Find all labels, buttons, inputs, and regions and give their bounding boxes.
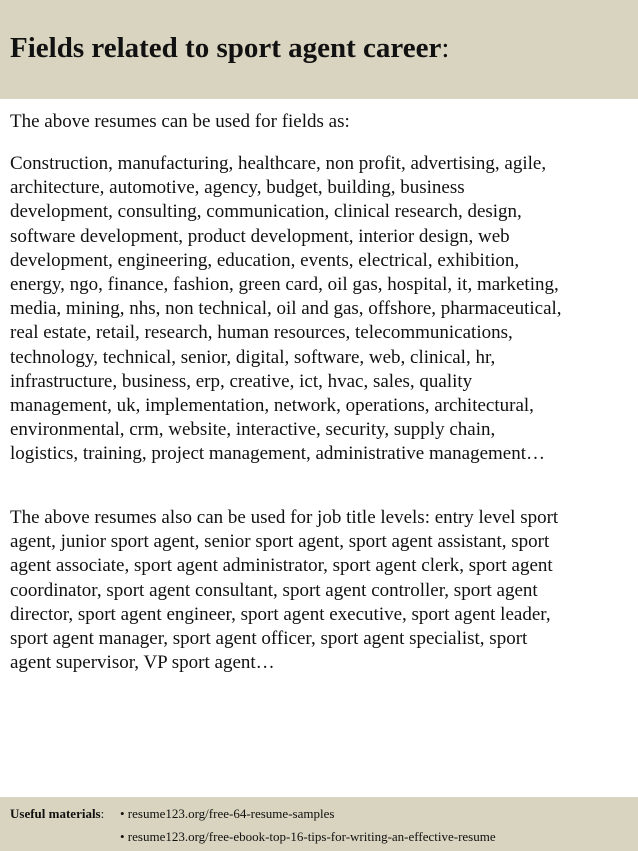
intro-text: The above resumes can be used for fields as: <box>10 111 350 132</box>
job-levels-paragraph <box>10 506 635 675</box>
fields-line: management, uk, implementation, network, operations, architectural, <box>10 395 534 417</box>
job-levels-line: agent associate, sport agent administrator, sport agent clerk, sport agent <box>10 555 553 577</box>
job-levels-line: agent, junior sport agent, senior sport agent, sport agent assistant, sport <box>10 531 550 553</box>
useful-materials-label <box>10 805 104 822</box>
resource-link-ebook-tips[interactable]: • resume123.org/free-ebook-top-16-tips-for-writing-an-effective-resume <box>120 829 496 844</box>
fields-line: infrastructure, business, erp, creative, ict, hvac, sales, quality <box>10 370 473 392</box>
job-levels-line: sport agent manager, sport agent officer, sport agent specialist, sport <box>10 628 528 650</box>
fields-line: development, engineering, education, events, electrical, exhibition, <box>10 249 520 271</box>
job-levels-line: The above resumes also can be used for job title levels: entry level sport <box>10 507 559 528</box>
useful-materials-label-text: Useful materials <box>10 806 101 821</box>
fields-line: environmental, crm, website, interactive, security, supply chain, <box>10 419 496 441</box>
fields-line: software development, product development, interior design, web <box>10 225 510 247</box>
fields-line: development, consulting, communication, clinical research, design, <box>10 201 522 223</box>
resource-link-resume-samples[interactable]: • resume123.org/free-64-resume-samples <box>120 806 335 821</box>
fields-line: media, mining, nhs, non technical, oil and gas, offshore, pharmaceutical, <box>10 298 562 320</box>
fields-line: energy, ngo, finance, fashion, green card, oil gas, hospital, it, marketing, <box>10 274 559 296</box>
job-levels-line: coordinator, sport agent consultant, sport agent controller, sport agent <box>10 579 538 601</box>
job-levels-line: director, sport agent engineer, sport agent executive, sport agent leader, <box>10 603 551 625</box>
fields-line: logistics, training, project management, administrative management… <box>10 443 546 465</box>
fields-line: real estate, retail, research, human resources, telecommunications, <box>10 322 513 344</box>
fields-line: architecture, automotive, agency, budget, building, business <box>10 177 465 199</box>
fields-line: Construction, manufacturing, healthcare, non profit, advertising, agile, <box>10 153 547 174</box>
page-title <box>10 30 449 66</box>
fields-line: technology, technical, senior, digital, software, web, clinical, hr, <box>10 346 496 368</box>
useful-materials-label-colon: : <box>100 806 105 821</box>
page-title-colon: : <box>441 32 450 64</box>
job-levels-line: agent supervisor, VP sport agent… <box>10 652 275 674</box>
page-title-text: Fields related to sport agent career <box>10 32 442 64</box>
fields-paragraph <box>10 152 635 467</box>
